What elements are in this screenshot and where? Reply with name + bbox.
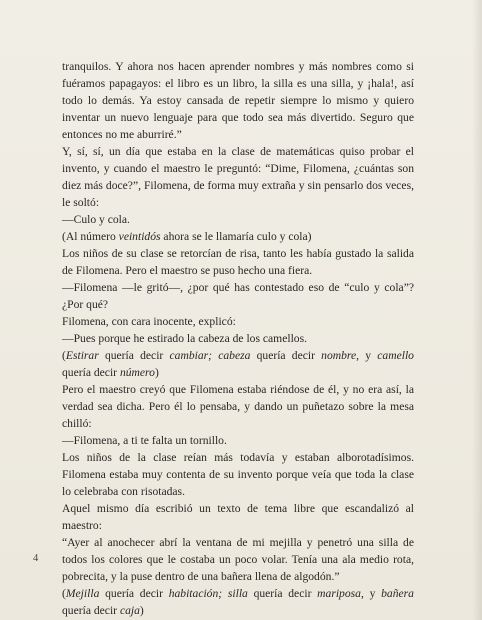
paragraph: Pero el maestro creyó que Filomena estaba riéndose de él, y no era así, la verdad sea dicha. Pero él lo pensaba, y dando un puñetazo sobre la mesa chilló: xyxy=(62,383,414,430)
paragraph: —Filomena —le gritó—, ¿por qué has contestado eso de “culo y cola”? ¿Por qué? xyxy=(62,281,414,311)
paragraph: “Ayer al anochecer abrí la ventana de mi mejilla y penetró una silla de todos los colores que le costaba un poco volar. Tenía una ala medio rota, pobrecita, y la puse dentro de una bañera llena de algodón.” xyxy=(62,536,414,583)
paragraph: Filomena, con cara inocente, explicó: xyxy=(62,315,236,328)
paragraph: Los niños de su clase se retorcían de risa, tanto les había gustado la salida de Filomena. Pero el maestro se puso hecho una fiera. xyxy=(62,247,414,277)
paragraph: —Filomena, a ti te falta un tornillo. xyxy=(62,434,227,447)
page-text xyxy=(62,58,414,619)
paragraph: tranquilos. Y ahora nos hacen aprender nombres y más nombres como si fuéramos papagayos: el libro es un libro, la silla es una silla, y ¡hala!, así todo lo demás. Ya estoy cansada de repetir siempre lo mismo y quiero inventar un nuevo lenguaje para que todo sea más divertido. Seguro que entonces no me aburriré.” xyxy=(62,60,414,141)
paragraph: Y, sí, sí, un día que estaba en la clase de matemáticas quiso probar el invento, y cuando el maestro le preguntó: “Dime, Filomena, ¿cuántas son diez más doce?”, Filomena, de forma muy extraña y sin pensarlo dos veces, le soltó: xyxy=(62,145,414,209)
paragraph: Aquel mismo día escribió un texto de tema libre que escandalizó al maestro: xyxy=(62,502,414,532)
page-edge-shadow xyxy=(472,0,482,620)
paragraph: —Pues porque he estirado la cabeza de los camellos. xyxy=(62,332,307,345)
paragraph: (Mejilla quería decir habitación; silla quería decir mariposa, y bañera quería decir caja) xyxy=(62,587,414,617)
paragraph: Los niños de la clase reían más todavía y estaban alborotadísimos. Filomena estaba muy contenta de su invento porque veía que toda la clase lo celebraba con risotadas. xyxy=(62,451,414,498)
paragraph: (Estirar quería decir cambiar; cabeza quería decir nombre, y camello quería decir número) xyxy=(62,349,414,379)
paragraph: —Culo y cola. xyxy=(62,213,130,226)
page-number: 4 xyxy=(33,553,39,564)
paragraph: (Al número veintidós ahora se le llamaría culo y cola) xyxy=(62,230,312,243)
